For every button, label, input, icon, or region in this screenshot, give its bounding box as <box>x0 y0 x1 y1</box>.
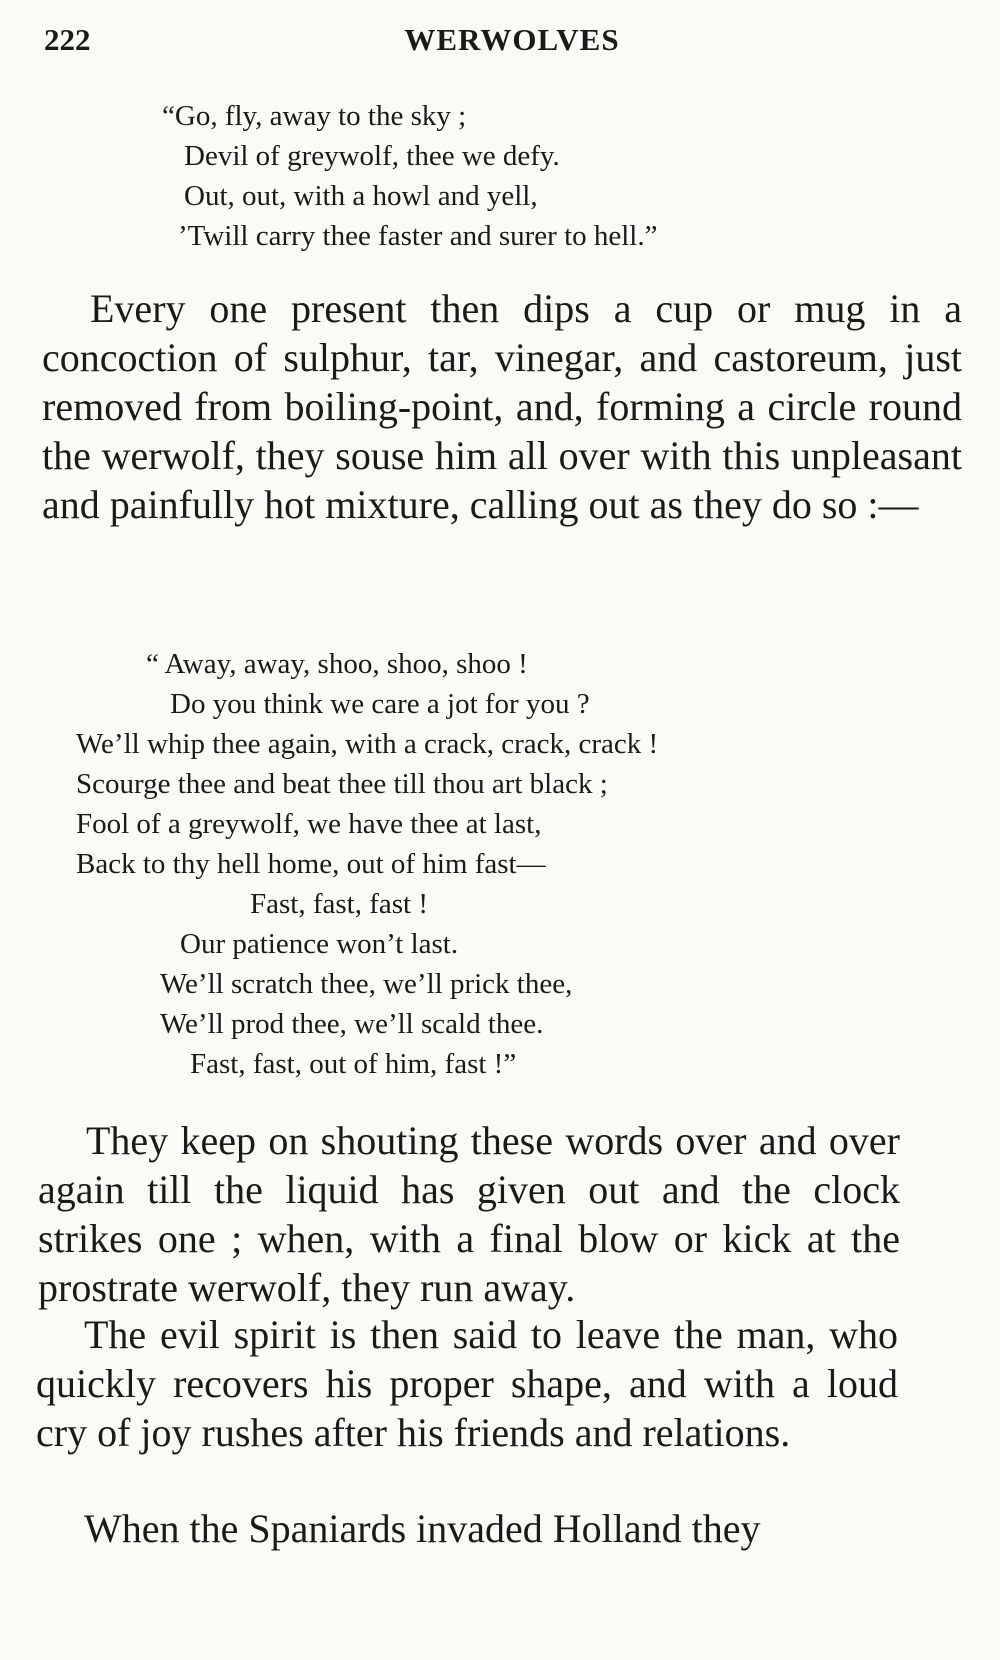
verse-line: Fast, fast, fast ! <box>250 888 428 920</box>
verse-line: Our patience won’t last. <box>180 928 459 960</box>
paragraph-text: When the Spaniards invaded Holland they <box>84 1506 761 1551</box>
verse-line: “ Away, away, shoo, shoo, shoo ! <box>146 648 528 680</box>
verse-line: Fool of a greywolf, we have thee at last, <box>76 808 542 840</box>
paragraph-2 <box>38 1116 900 1312</box>
verse-line: “Go, fly, away to the sky ; <box>162 100 467 132</box>
running-title: WERWOLVES <box>404 22 620 57</box>
paragraph-4 <box>36 1504 898 1553</box>
page-header <box>44 14 940 66</box>
page-number: 222 <box>44 22 91 57</box>
verse-line: We’ll whip thee again, with a crack, crack, crack ! <box>76 728 659 760</box>
verse-line: We’ll scratch thee, we’ll prick thee, <box>160 968 573 1000</box>
verse-line: Do you think we care a jot for you ? <box>170 688 590 720</box>
verse-line: Devil of greywolf, thee we defy. <box>184 140 560 172</box>
paragraph-text: Every one present then dips a cup or mug in a concoction of sulphur, tar, vinegar, and castoreum, just removed from boiling-point, and, forming a circle round the werwolf, they souse him all over with this unpleasant and painfully hot mixture, calling out as they do so :— <box>42 286 962 527</box>
verse-stanza-2 <box>76 644 658 1084</box>
verse-line: Back to thy hell home, out of him fast— <box>76 848 546 880</box>
paragraph-3 <box>36 1310 898 1457</box>
verse-line: Scourge thee and beat thee till thou art black ; <box>76 768 608 800</box>
verse-line: Out, out, with a howl and yell, <box>184 180 538 212</box>
verse-line: We’ll prod thee, we’ll scald thee. <box>160 1008 544 1040</box>
paragraph-1 <box>42 284 962 529</box>
paragraph-text: They keep on shouting these words over and over again till the liquid has given out and the clock strikes one ; when, with a final blow or kick at the prostrate werwolf, they run away. <box>38 1118 900 1310</box>
paragraph-text: The evil spirit is then said to leave the man, who quickly recovers his proper shape, and with a loud cry of joy rushes after his friends and relations. <box>36 1312 898 1455</box>
verse-line: Fast, fast, out of him, fast !” <box>190 1048 517 1080</box>
verse-line: ’Twill carry thee faster and surer to hell.” <box>178 220 658 252</box>
verse-stanza-1 <box>162 96 657 256</box>
